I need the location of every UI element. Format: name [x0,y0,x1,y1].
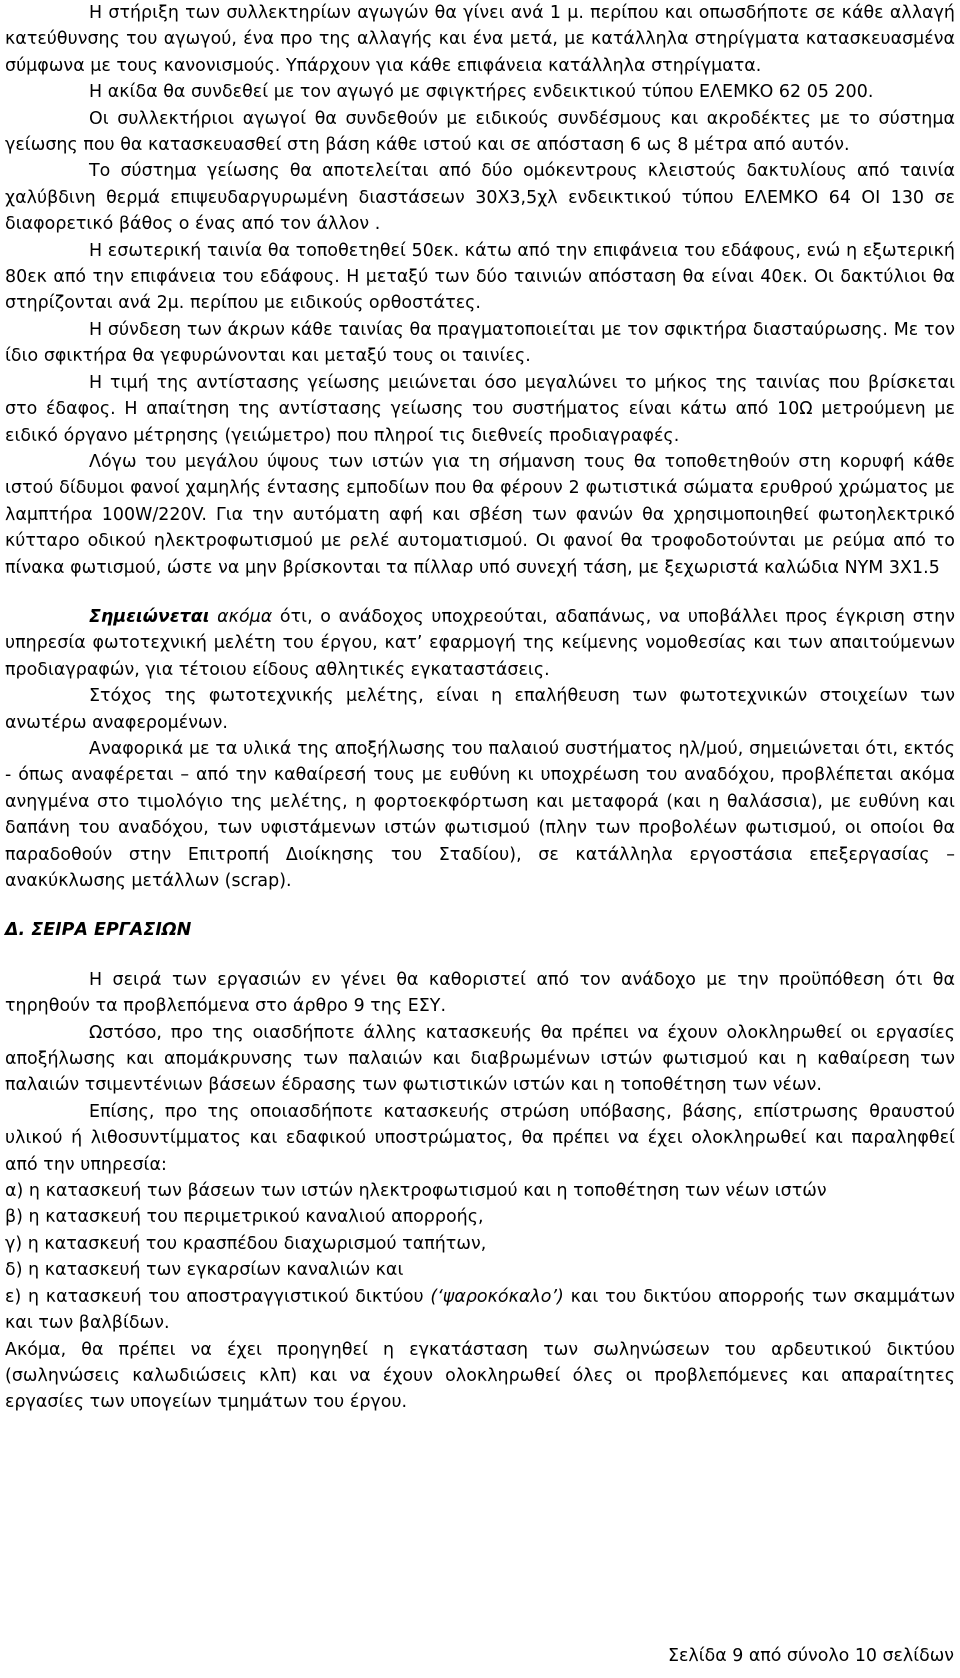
paragraph: Η στήριξη των συλλεκτηρίων αγωγών θα γίνει ανά 1 μ. περίπου και οπωσδήποτε σε κάθε αλλαγή κατεύθυνσης του αγωγού, ένα προ της αλλαγής και ένα μετά, με κατάλληλα στηρίγματα κατασκευασμένα σύμφωνα με τους κανονισμούς. Υπάρχουν για κάθε επιφάνεια κατάλληλα στηρίγματα. [5,3,955,76]
paragraph: Ακόμα, θα πρέπει να έχει προηγηθεί η εγκατάσταση των σωληνώσεων του αρδευτικού δικτύου (σωληνώσεις καλωδιώσεις κλπ) και να έχουν ολοκληρωθεί όλες οι προβλεπόμενες και απαραίτητες εργασίες των υπογείων τμημάτων του έργου. [5,1339,955,1413]
paragraph: Το σύστημα γείωσης θα αποτελείται από δύο ομόκεντρους κλειστούς δακτυλίους από ταινία χαλύβδινη θερμά επιψευδαργυρωμένη διαστάσεων 30Χ3,5χλ ενδεικτικού τύπου ΕΛΕΜΚΟ 64 ΟΙ 130 σε διαφορετικό βάθος ο ένας από τον άλλον . [5,161,955,235]
spacer [5,581,955,604]
list-item-text: ε) η κατασκευή του αποστραγγιστικού δικτύου [5,1286,431,1307]
spacer [5,894,955,917]
list-item-text: και του δικτύου απορροής των σκαμμάτων και των βαλβίδων. [5,1286,955,1334]
emphasis-italic: (‘ψαροκόκαλο’) [430,1286,564,1307]
paragraph: Η σειρά των εργασιών εν γένει θα καθοριστεί από τον ανάδοχο με την προϋπόθεση ότι θα τηρηθούν τα προβλεπόμενα στο άρθρο 9 της ΕΣΥ. [5,969,955,1017]
list-item: γ) η κατασκευή του κρασπέδου διαχωρισμού ταπήτων, [5,1233,487,1254]
paragraph: Η τιμή της αντίστασης γείωσης μειώνεται όσο μεγαλώνει το μήκος της ταινίας που βρίσκεται στο έδαφος. Η απαίτηση της αντίστασης γείωσης του συστήματος είναι κάτω από 10Ω μετρούμενη με ειδικό όργανο μέτρησης (γειώμετρο) που πληροί τις διεθνείς προδιαγραφές. [5,372,955,446]
paragraph: Οι συλλεκτήριοι αγωγοί θα συνδεθούν με ειδικούς συνδέσμους και ακροδέκτες με το σύστημα γείωσης που θα κατασκευασθεί στη βάση κάθε ιστού και σε απόσταση 6 ως 8 μέτρα από αυτόν. [5,108,955,156]
spacer [5,944,955,967]
list-item: α) η κατασκευή των βάσεων των ιστών ηλεκτροφωτισμού και η τοποθέτηση των νέων ιστών [5,1181,827,1202]
paragraph: Αναφορικά με τα υλικά της αποξήλωσης του παλαιού συστήματος ηλ/μού, σημειώνεται ότι, εκτός - όπως αναφέρεται – από την καθαίρεσή τους με ευθύνη κι υποχρέωση του αναδόχου, προβλέπεται ακόμα ανηγμένα στο τιμολόγιο της μελέτης, η φορτοεκφόρτωση και μεταφορά (και η θαλάσσια), με ευθύνη και δαπάνη του αναδόχου, των υφιστάμενων ιστών φωτισμού (πλην των προβολέων φωτισμού, οι οποίοι θα παραδοθούν στην Επιτροπή Διοίκησης του Σταδίου), σε κατάλληλα εργοστάσια επεξεργασίας – ανακύκλωσης μετάλλων (scrap). [5,738,955,891]
paragraph-text: ότι, ο ανάδοχος υποχρεούται, αδαπάνως, να υποβάλλει προς έγκριση στην υπηρεσία φωτοτεχνική μελέτη του έργου, κατ’ εφαρμογή της κείμενης νομοθεσίας και των απαιτούμενων προδιαγραφών, για τέτοιου είδους αθλητικές εγκαταστάσεις. [5,606,955,680]
document-page [5,0,955,1416]
emphasis-italic: ακόμα [209,606,273,627]
paragraph: Η σύνδεση των άκρων κάθε ταινίας θα πραγματοποιείται με τον σφικτήρα διασταύρωσης. Με τον ίδιο σφικτήρα θα γεφυρώνονται και μεταξύ τους οι ταινίες. [5,319,955,367]
page-footer: Σελίδα 9 από σύνολο 10 σελίδων [668,1646,954,1666]
list-item: δ) η κατασκευή των εγκαρσίων καναλιών και [5,1260,404,1281]
section-heading: Δ. ΣΕΙΡΑ ΕΡΓΑΣΙΩΝ [5,920,192,941]
paragraph: Στόχος της φωτοτεχνικής μελέτης, είναι η επαλήθευση των φωτοτεχνικών στοιχείων των ανωτέρω αναφερομένων. [5,686,955,733]
list-item [5,1284,955,1337]
paragraph: Η εσωτερική ταινία θα τοποθετηθεί 50εκ. κάτω από την επιφάνεια του εδάφους, ενώ η εξωτερική 80εκ από την επιφάνεια του εδάφους. Η μεταξύ των δύο ταινιών απόσταση θα είναι 40εκ. Οι δακτύλιοι θα στηρίζονται ανά 2μ. περίπου με ειδικούς ορθοστάτες. [5,240,955,314]
emphasis-bold: Σημειώνεται [89,606,210,627]
paragraph: Επίσης, προ της οποιασδήποτε κατασκευής στρώση υπόβασης, βάσης, επίστρωσης θραυστού υλικού ή λιθοσυντίμματος και εδαφικού υποστρώματος, θα πρέπει να έχει ολοκληρωθεί και παραληφθεί από την υπηρεσία: [5,1101,955,1175]
paragraph: Η ακίδα θα συνδεθεί με τον αγωγό με σφιγκτήρες ενδεικτικού τύπου ΕΛΕΜΚΟ 62 05 200. [89,82,874,103]
list-item: β) η κατασκευή του περιμετρικού καναλιού απορροής, [5,1207,484,1228]
paragraph [5,604,955,683]
paragraph: Ωστόσο, προ της οιασδήποτε άλλης κατασκευής θα πρέπει να έχουν ολοκληρωθεί οι εργασίες αποξήλωσης και απομάκρυνσης των παλαιών και διαβρωμένων ιστών φωτισμού και η καθαίρεση των παλαιών τσιμεντένιων βάσεων έδρασης των φωτιστικών ιστών και η τοποθέτηση των νέων. [5,1022,955,1096]
paragraph: Λόγω του μεγάλου ύψους των ιστών για τη σήμανση τους θα τοποθετηθούν στη κορυφή κάθε ιστού δίδυμοι φανοί χαμηλής έντασης εμποδίων που θα φέρουν 2 φωτιστικά σώματα ερυθρού χρώματος με λαμπτήρα 100W/220V. Για την αυτόματη αφή και σβέση των φανών θα χρησιμοποιηθεί φωτοηλεκτρικό κύτταρο οδικού ηλεκτροφωτισμού με ρελέ αυτοματισμού. Οι φανοί θα τροφοδοτούνται με ρεύμα από το πίνακα φωτισμού, ώστε να μην βρίσκονται τα πίλλαρ υπό συνεχή τάση, με ξεχωριστά καλώδια ΝΥΜ 3Χ1.5 [5,451,955,578]
